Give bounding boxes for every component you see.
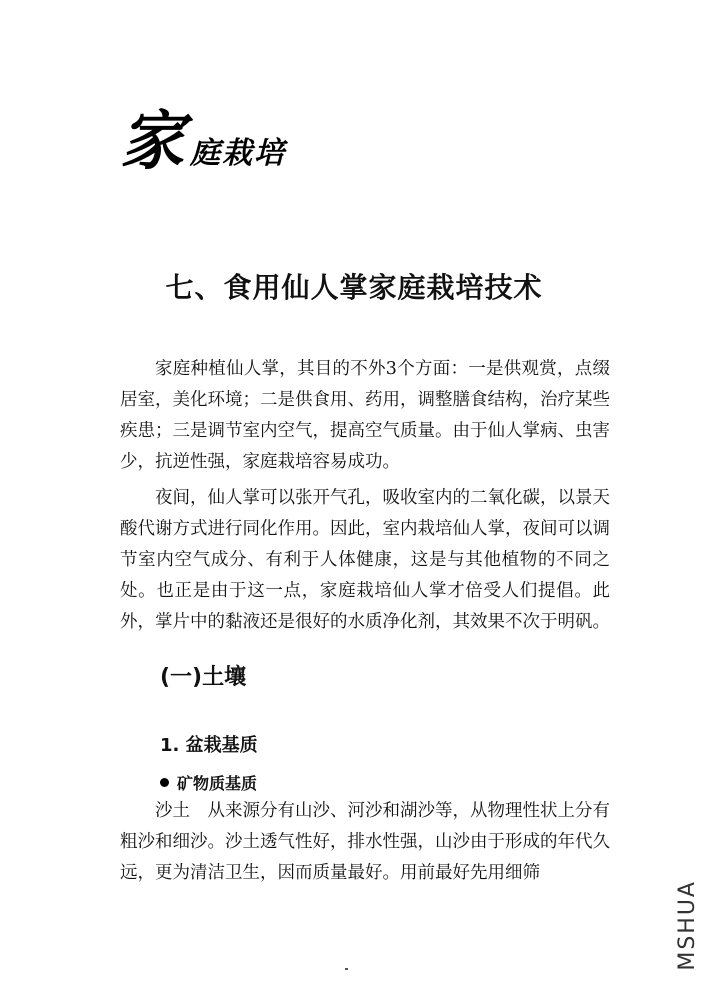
paragraph-3-container [120, 796, 610, 889]
paragraph-2: 夜间，仙人掌可以张开气孔，吸收室内的二氧化碳，以景天酸代谢方式进行同化作用。因此，室内栽培仙人掌，夜间可以调节室内空气成分、有利于人体健康，这是与其他植物的不同之处。也正是由于这一点，家庭栽培仙人掌才倍受人们提倡。此外，掌片中的黏液还是很好的水质净化剂，其效果不次于明矾。 [120, 488, 610, 632]
bullet-heading-label: 矿物质基质 [177, 774, 258, 793]
paragraph-2-container [120, 483, 610, 638]
paragraph-1: 家庭种植仙人掌，其目的不外3个方面：一是供观赏，点缀居室，美化环境；二是供食用、药用，调整膳食结构，治疗某些疾患；三是调节室内空气，提高空气质量。由于仙人掌病、虫害少，抗逆性强，家庭栽培容易成功。 [120, 359, 610, 472]
section-heading: (一)土壤 [160, 665, 247, 690]
running-head-rest: 庭栽培 [190, 136, 286, 171]
bullet-heading [160, 771, 257, 794]
bullet-dot-icon [160, 778, 169, 787]
watermark: MSHUA [675, 880, 700, 971]
running-head [120, 104, 286, 179]
paragraph-1-container [120, 354, 610, 478]
paragraph-3 [120, 796, 610, 889]
paragraph-3-text: 从来源分有山沙、河沙和湖沙等，从物理性状上分有粗沙和细沙。沙土透气性好，排水性强，山沙由于形成的年代久远，更为清洁卫生，因而质量最好。用前最好先用细筛 [120, 801, 610, 883]
term-label: 沙土 [155, 801, 190, 821]
running-head-initial: 家 [120, 104, 184, 179]
chapter-title: 七、食用仙人掌家庭栽培技术 [165, 271, 543, 304]
sub-heading: 1. 盆栽基质 [160, 735, 258, 756]
print-speck [345, 968, 348, 970]
